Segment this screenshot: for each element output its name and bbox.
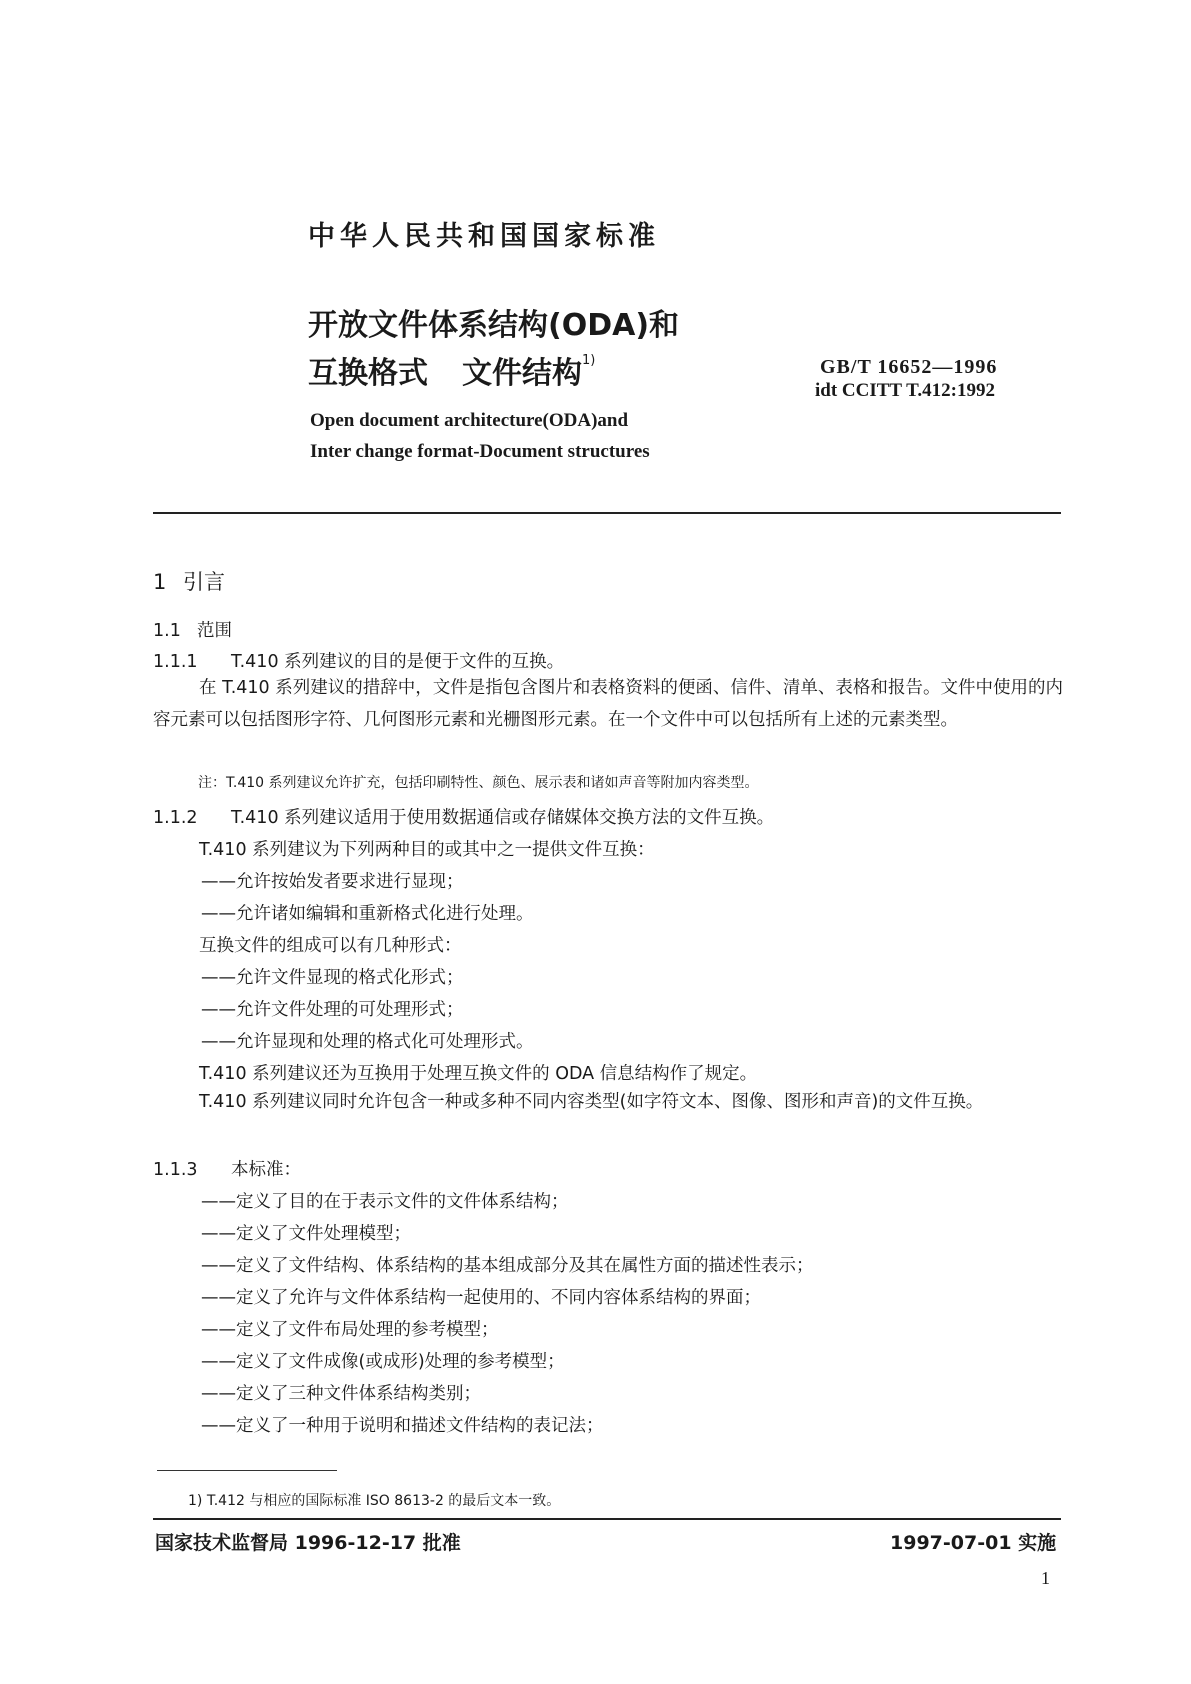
list-item: ——定义了文件处理模型； [201, 1224, 411, 1244]
title-en-line1: Open document architecture(ODA)and [310, 410, 629, 431]
section-1-1-3-number: 1.1.3 [153, 1160, 198, 1180]
list-intro-2: 互换文件的组成可以有几种形式： [199, 936, 462, 956]
list-intro-1: T.410 系列建议为下列两种目的或其中之一提供文件互换： [199, 840, 655, 860]
title-en-line2: Inter change format-Document structures [310, 441, 650, 462]
national-standard-heading: 中华人民共和国国家标准 [308, 221, 660, 252]
note: 注：T.410 系列建议允许扩充，包括印刷特性、颜色、展示表和诸如声音等附加内容类型。 [198, 775, 759, 791]
title-zh-line2b: 文件结构 [462, 356, 582, 391]
list-item: ——定义了文件成像(或成形)处理的参考模型； [201, 1352, 565, 1372]
title-zh-line2 [308, 348, 595, 392]
list-item: ——定义了一种用于说明和描述文件结构的表记法； [201, 1416, 604, 1436]
paragraph-oda-info: T.410 系列建议还为互换用于处理互换文件的 ODA 信息结构作了规定。 [199, 1064, 758, 1084]
section-1-1-number: 1.1 [153, 621, 181, 641]
paragraph-scope: 在 T.410 系列建议的措辞中，文件是指包含图片和表格资料的便函、信件、清单、表格和报告。文件中使用的内容元素可以包括图形字符、几何图形元素和光栅图形元素。在一个文件中可以包括所有上述的元素类型。 [153, 678, 1063, 730]
issued-date: 国家技术监督局 1996-12-17 批准 [155, 1532, 461, 1554]
list-item: ——定义了文件布局处理的参考模型； [201, 1320, 499, 1340]
section-1-1-2-number: 1.1.2 [153, 808, 198, 828]
paragraph-content-types: T.410 系列建议同时允许包含一种或多种不同内容类型(如字符文本、图像、图形和声音)的文件互换。 [199, 1092, 984, 1112]
title-zh-line1: 开放文件体系结构(ODA)和 [308, 308, 680, 343]
list-item: ——允许按始发者要求进行显现； [201, 872, 464, 892]
standard-number: GB/T 16652—1996 [820, 356, 998, 378]
section-1-1-3-heading [153, 1156, 301, 1181]
section-1-title: 引言 [183, 570, 225, 594]
list-item: ——定义了允许与文件体系结构一起使用的、不同内容体系结构的界面； [201, 1288, 761, 1308]
list-item: ——定义了文件结构、体系结构的基本组成部分及其在属性方面的描述性表示； [201, 1256, 814, 1276]
title-zh-line2a: 互换格式 [308, 356, 428, 391]
section-1-1-3-text: 本标准： [231, 1160, 301, 1180]
section-1-heading [153, 566, 225, 596]
page-number: 1 [1041, 1568, 1050, 1588]
section-1-1-heading [153, 617, 232, 642]
list-item: ——允许显现和处理的格式化可处理形式。 [201, 1032, 534, 1052]
section-1-1-1-heading [153, 648, 564, 673]
footnote: 1) T.412 与相应的国际标准 ISO 8613-2 的最后文本一致。 [188, 1493, 561, 1509]
footer-rule [153, 1518, 1061, 1520]
standard-idt: idt CCITT T.412:1992 [815, 380, 996, 401]
list-item: ——定义了目的在于表示文件的文件体系结构； [201, 1192, 569, 1212]
section-1-number: 1 [153, 570, 167, 594]
list-item: ——允许诸如编辑和重新格式化进行处理。 [201, 904, 534, 924]
section-1-1-2-heading [153, 804, 774, 829]
section-1-1-2-text: T.410 系列建议适用于使用数据通信或存储媒体交换方法的文件互换。 [231, 808, 775, 828]
section-1-1-1-text: T.410 系列建议的目的是便于文件的互换。 [231, 652, 565, 672]
list-item: ——允许文件显现的格式化形式； [201, 968, 464, 988]
list-item: ——定义了三种文件体系结构类别； [201, 1384, 481, 1404]
list-item: ——允许文件处理的可处理形式； [201, 1000, 464, 1020]
title-footnote-mark: 1) [582, 353, 596, 368]
header-rule [153, 512, 1061, 514]
implemented-date: 1997-07-01 实施 [890, 1532, 1057, 1554]
footnote-rule [157, 1470, 337, 1471]
section-1-1-1-number: 1.1.1 [153, 652, 198, 672]
section-1-1-title: 范围 [197, 621, 232, 641]
